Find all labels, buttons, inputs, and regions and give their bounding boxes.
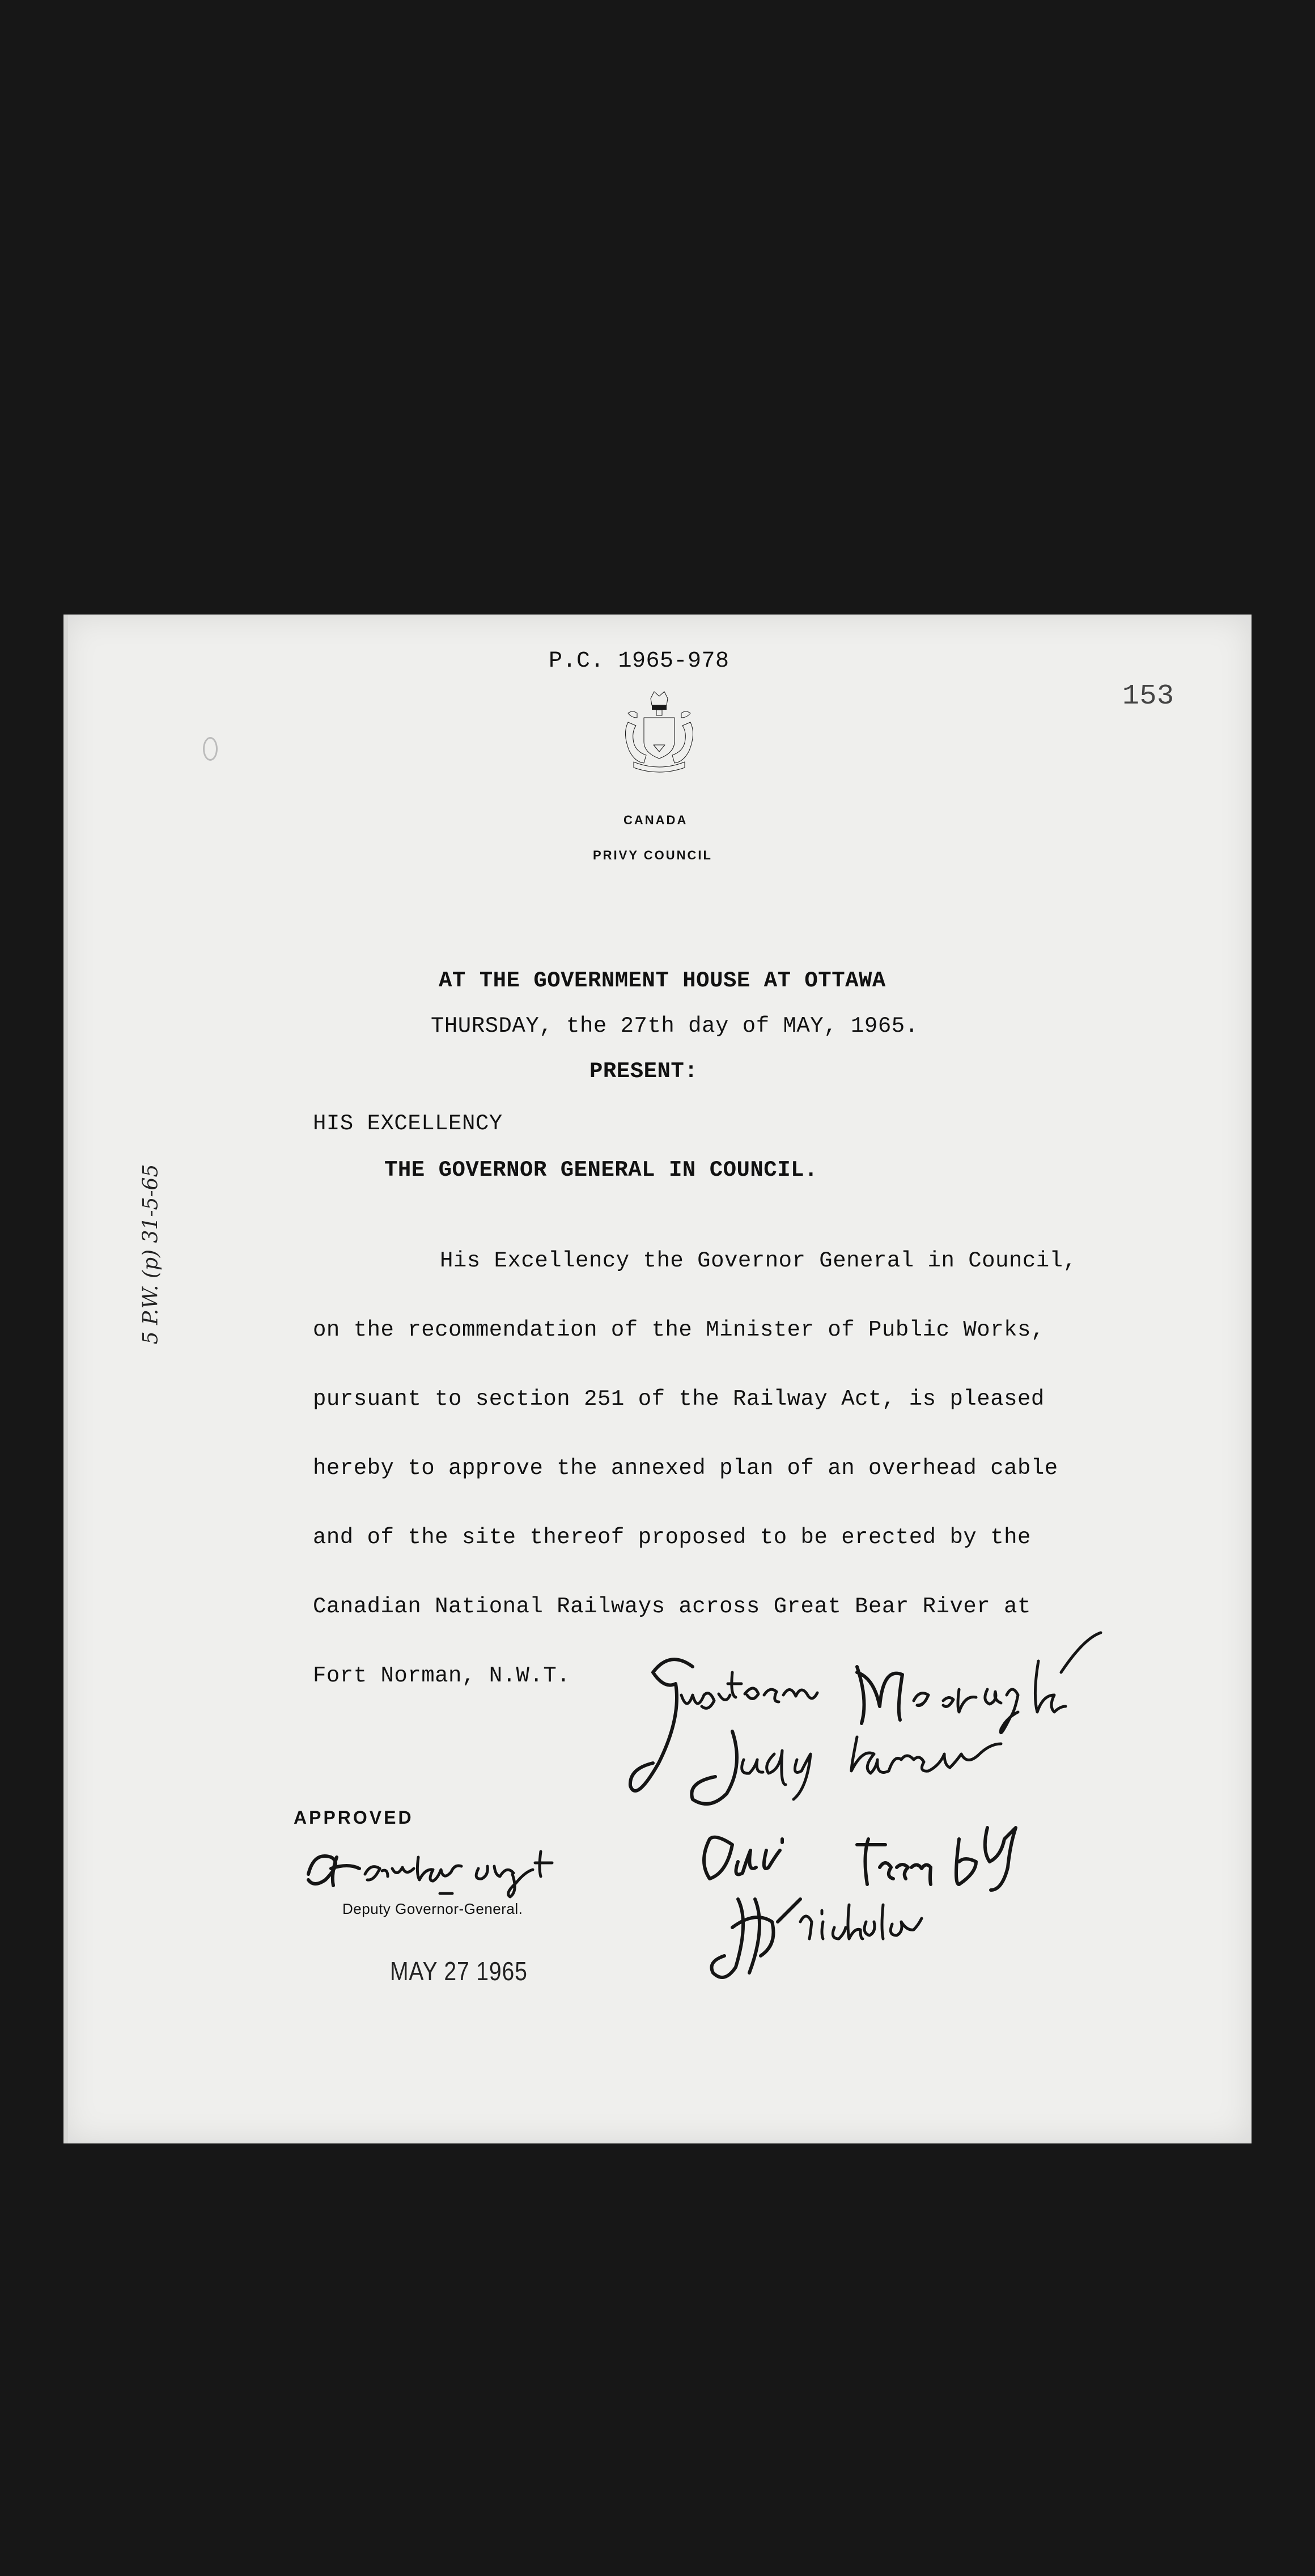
approval-date-stamp: MAY 27 1965: [390, 1956, 528, 1986]
addressee-line-1: HIS EXCELLENCY: [313, 1111, 503, 1136]
coat-of-arms-icon: [617, 688, 702, 773]
signature-nicholson: [687, 1876, 1027, 1990]
order-number: P.C. 1965-978: [549, 649, 729, 674]
approved-label: APPROVED: [294, 1807, 414, 1828]
heading-location: AT THE GOVERNMENT HOUSE AT OTTAWA: [439, 968, 886, 993]
body-line-7: Fort Norman, N.W.T.: [313, 1663, 571, 1688]
heading-present: PRESENT:: [589, 1059, 698, 1084]
crest-label-canada: CANADA: [623, 813, 688, 827]
body-line-5: and of the site thereof proposed to be erected by the: [313, 1525, 1031, 1550]
body-line-2: on the recommendation of the Minister of Public Works,: [313, 1317, 1045, 1342]
body-line-3: pursuant to section 251 of the Railway Act, is pleased: [313, 1387, 1045, 1412]
punch-mark: [203, 737, 218, 761]
document-page: [63, 615, 1252, 2143]
crest-label-privy-council: PRIVY COUNCIL: [593, 848, 712, 862]
deputy-governor-signature: [297, 1834, 614, 1903]
body-line-1: His Excellency the Governor General in Council,: [440, 1248, 1077, 1273]
heading-date: THURSDAY, the 27th day of MAY, 1965.: [431, 1014, 919, 1039]
margin-note: 5 P.W. (p) 31-5-65: [139, 1164, 163, 1345]
deputy-governor-title: Deputy Governor-General.: [342, 1900, 523, 1917]
addressee-line-2: THE GOVERNOR GENERAL IN COUNCIL.: [384, 1158, 818, 1183]
page-number: 153: [1122, 680, 1174, 713]
signature-lamarsh: [676, 1714, 1106, 1816]
body-line-6: Canadian National Railways across Great Bear River at: [313, 1594, 1031, 1619]
page-edge: [63, 615, 68, 2143]
body-line-4: hereby to approve the annexed plan of an overhead cable: [313, 1456, 1058, 1481]
